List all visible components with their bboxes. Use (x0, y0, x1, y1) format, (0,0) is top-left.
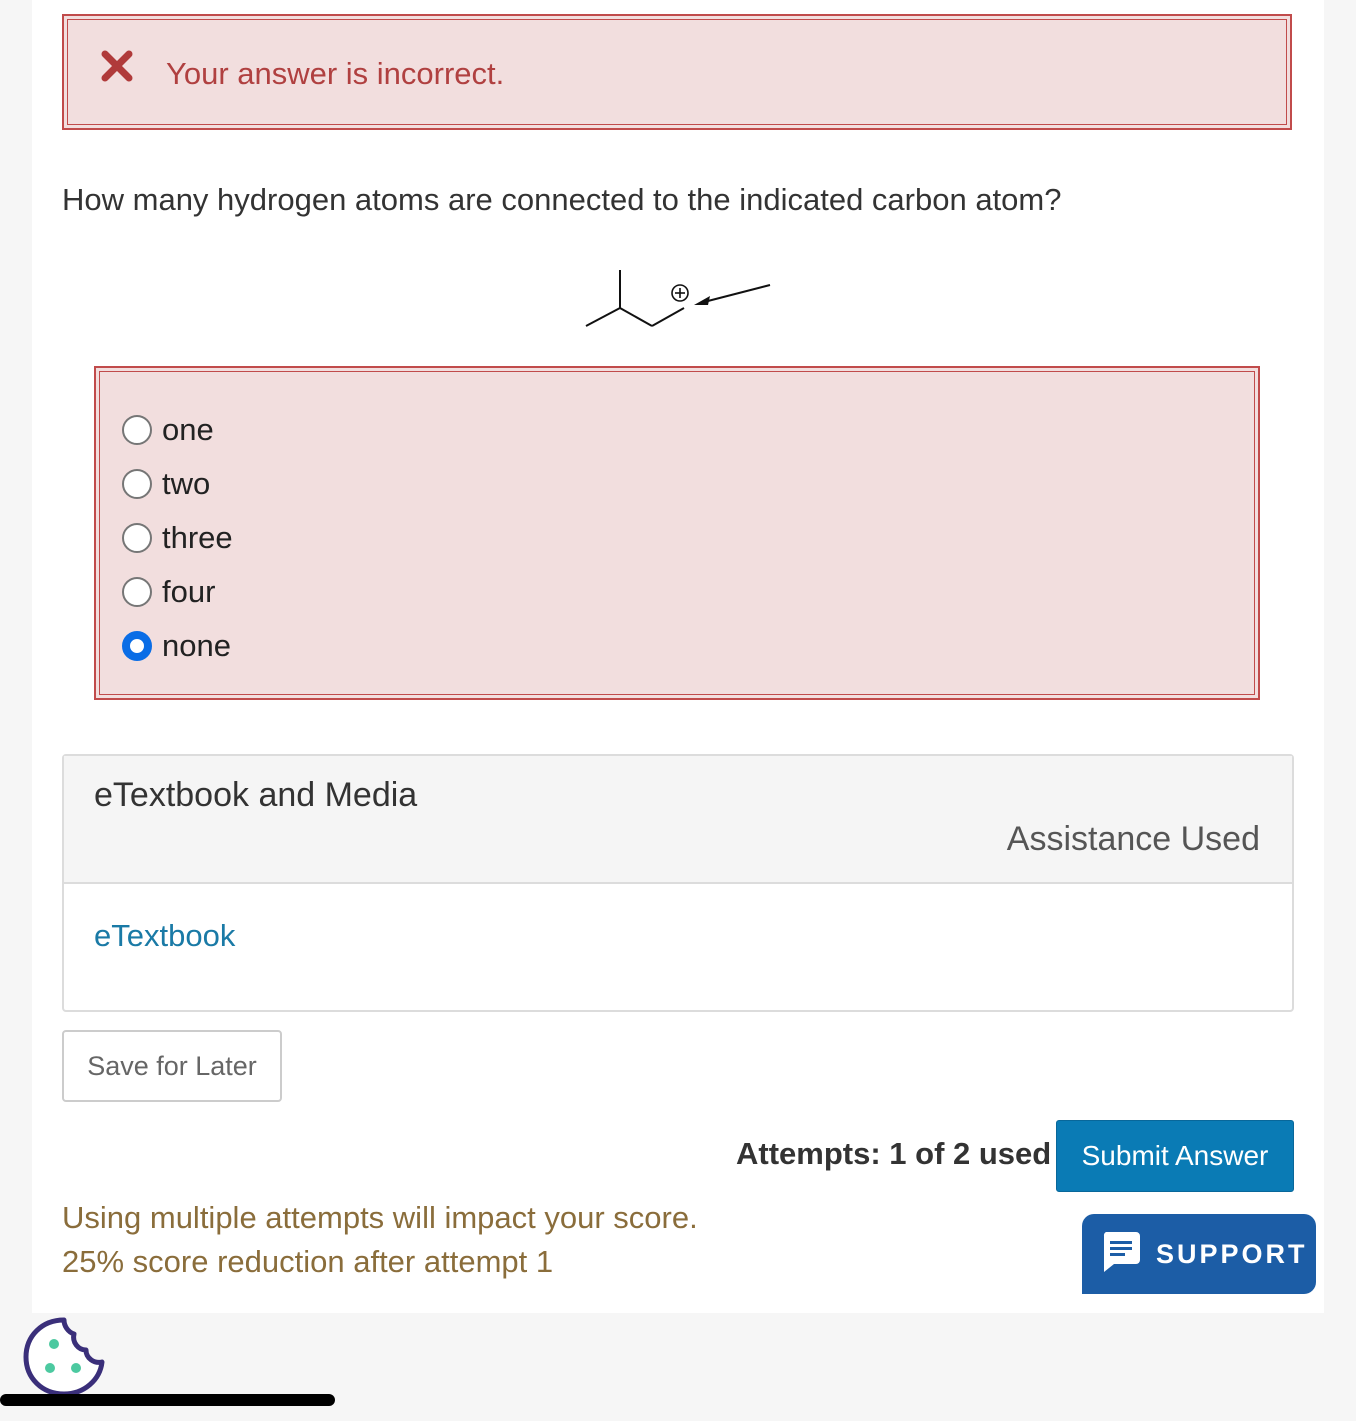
attempts-counter: Attempts: 1 of 2 used (736, 1136, 1052, 1171)
submit-answer-button[interactable]: Submit Answer (1056, 1120, 1294, 1192)
radio-one[interactable] (122, 415, 152, 445)
answer-choices (94, 366, 1260, 700)
chat-icon (1100, 1230, 1142, 1279)
choice-label: four (162, 574, 216, 609)
cookie-icon[interactable] (22, 1316, 108, 1398)
attempts-warning (62, 1196, 698, 1284)
support-label: SUPPORT (1156, 1238, 1308, 1269)
carbocation-structure-icon (580, 262, 780, 338)
radio-four[interactable] (122, 577, 152, 607)
incorrect-answer-alert (62, 14, 1292, 130)
radio-two[interactable] (122, 469, 152, 499)
question-text: How many hydrogen atoms are connected to the indicated carbon atom? (62, 182, 1062, 217)
choice-four[interactable] (122, 572, 215, 612)
choice-one[interactable] (122, 410, 214, 450)
choice-label: two (162, 466, 211, 501)
choice-none[interactable] (122, 626, 231, 666)
choice-label: none (162, 628, 231, 663)
choice-three[interactable] (122, 518, 233, 558)
warning-line-2: 25% score reduction after attempt 1 (62, 1244, 554, 1279)
choice-label: three (162, 520, 233, 555)
media-panel-header (64, 756, 1292, 884)
home-indicator (0, 1394, 335, 1406)
radio-three[interactable] (122, 523, 152, 553)
warning-line-1: Using multiple attempts will impact your score. (62, 1200, 698, 1235)
choice-label: one (162, 412, 214, 447)
choice-two[interactable] (122, 464, 210, 504)
alert-message: Your answer is incorrect. (166, 56, 505, 91)
close-icon (100, 46, 134, 86)
radio-none[interactable] (122, 631, 152, 661)
media-panel-title: eTextbook and Media (94, 776, 418, 814)
assistance-used-label: Assistance Used (1006, 820, 1260, 858)
save-for-later-button[interactable]: Save for Later (62, 1030, 282, 1102)
etextbook-link[interactable]: eTextbook (94, 918, 236, 953)
etextbook-media-panel (62, 754, 1294, 1012)
support-button[interactable] (1082, 1214, 1316, 1294)
